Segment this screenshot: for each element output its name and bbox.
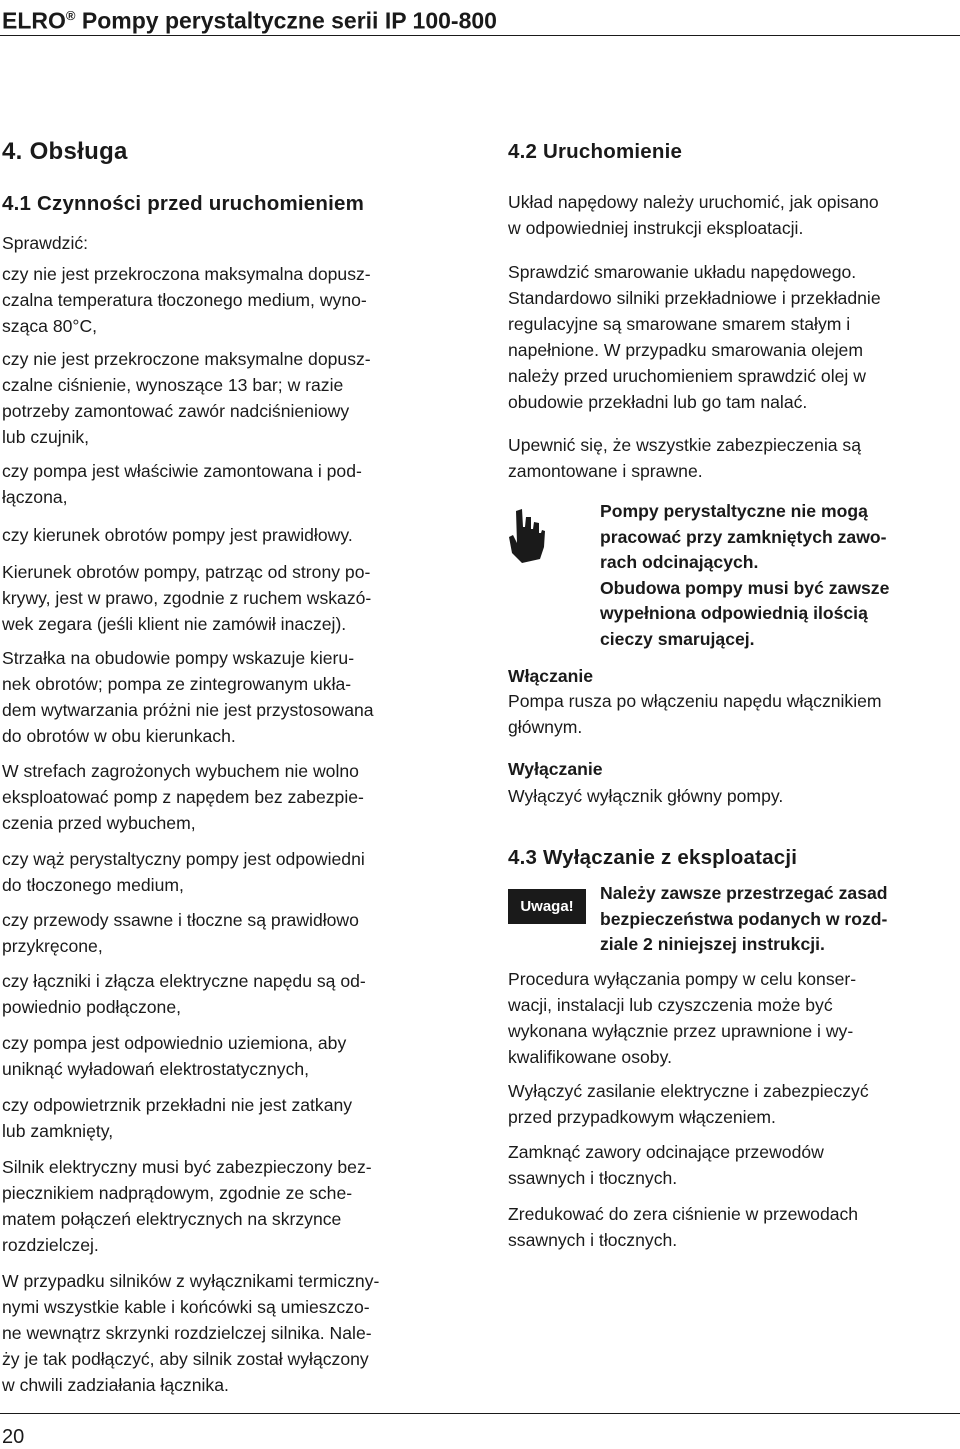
paragraph: czy pompa jest właściwie zamontowana i pod- łączona,: [2, 461, 362, 507]
paragraph: czy łączniki i złącza elektryczne napędu są od- powiednio podłączone,: [2, 971, 366, 1017]
paragraph: W przypadku silników z wyłącznikami termiczny- nymi wszystkie kable i końcówki są umieszczo- ne wewnątrz skrzynki rozdzielczej silnika. Nale- ży je tak podłączyć, aby silnik został wyłączony w chwili zadziałania łącznika.: [2, 1271, 380, 1395]
paragraph: Silnik elektryczny musi być zabezpieczony bez- piecznikiem nadprądowym, zgodnie ze sche- matem połączeń elektrycznych na skrzynce rozdzielczej.: [2, 1157, 372, 1255]
switch-on-text: Pompa rusza po włączeniu napędu włącznikiem głównym.: [508, 691, 882, 737]
paragraph: czy wąż perystaltyczny pompy jest odpowiedni do tłoczonego medium,: [2, 849, 365, 895]
footer-divider: [0, 1413, 960, 1414]
paragraph: Wyłączyć zasilanie elektryczne i zabezpieczyć przed przypadkowym włączeniem.: [508, 1081, 869, 1127]
switch-on-heading: Włączanie: [508, 666, 594, 686]
paragraph: czy pompa jest odpowiednio uziemiona, aby uniknąć wyładowań elektrostatycznych,: [2, 1033, 347, 1079]
header-subtitle: Pompy perystaltyczne serii IP 100-800: [75, 7, 497, 34]
brand-name: ELRO: [2, 7, 66, 34]
paragraph: czy przewody ssawne i tłoczne są prawidłowo przykręcone,: [2, 910, 359, 956]
paragraph: czy nie jest przekroczone maksymalne dopusz- czalne ciśnienie, wynoszące 13 bar; w razie potrzeby zamontować zawór nadciśnieniowy lub czujnik,: [2, 349, 371, 447]
registered-mark: ®: [65, 8, 76, 23]
paragraph: Upewnić się, że wszystkie zabezpieczenia są zamontowane i sprawne.: [508, 435, 862, 481]
paragraph: Układ napędowy należy uruchomić, jak opisano w odpowiedniej instrukcji eksploatacji.: [508, 192, 879, 238]
paragraph: czy odpowietrznik przekładni nie jest zatkany lub zamknięty,: [2, 1095, 353, 1141]
section-4-1-heading: 4.1 Czynności przed uruchomieniem: [2, 192, 365, 215]
paragraph: W strefach zagrożonych wybuchem nie wolno eksploatować pomp z napędem bez zabezpie- czenia przed wybuchem,: [2, 761, 364, 833]
warning-text: Należy zawsze przestrzegać zasad bezpieczeństwa podanych w rozd- ziale 2 niniejszej instrukcji.: [600, 883, 888, 954]
paragraph: Sprawdzić smarowanie układu napędowego. Standardowo silniki przekładniowe i przekładnie regulacyjne są smarowane smarem stałym i napełnione. W przypadku smarowania olejem należy przed uruchomieniem sprawdzić olej w obudowie przekładni lub go tam nalać.: [508, 262, 881, 412]
hand-note-text: Pompy perystaltyczne nie mogą pracować przy zamkniętych zawo- rach odcinających. Obudowa pompy musi być zawsze wypełniona odpowiednią ilością cieczy smarującej.: [600, 501, 890, 649]
paragraph: czy nie jest przekroczona maksymalna dopusz- czalna temperatura tłoczonego medium, wyno- sząca 80°C,: [2, 264, 371, 336]
paragraph: czy kierunek obrotów pompy jest prawidłowy.: [2, 525, 353, 545]
paragraph: Zredukować do zera ciśnienie w przewodach ssawnych i tłocznych.: [508, 1204, 859, 1250]
hand-pointing-icon: [508, 503, 546, 565]
paragraph: Procedura wyłączania pompy w celu konser- wacji, instalacji lub czyszczenia może być wykonana wyłącznie przez uprawnione i wy- kwalifikowane osoby.: [508, 969, 857, 1067]
check-label: Sprawdzić:: [2, 233, 89, 253]
section-4-3-heading: 4.3 Wyłączanie z eksploatacji: [508, 846, 798, 869]
switch-off-heading: Wyłączanie: [508, 759, 603, 779]
page-number: 20: [2, 1426, 25, 1448]
paragraph: Strzałka na obudowie pompy wskazuje kieru- nek obrotów; pompa ze zintegrowanym ukła- dem wytwarzania próżni nie jest przystosowana do obrotów w obu kierunkach.: [2, 648, 374, 746]
switch-off-text: Wyłączyć wyłącznik główny pompy.: [508, 786, 784, 806]
warning-badge: Uwaga!: [508, 889, 586, 924]
paragraph: Zamknąć zawory odcinające przewodów ssawnych i tłocznych.: [508, 1142, 824, 1188]
chapter-heading: 4. Obsługa: [2, 138, 128, 165]
header-divider: [0, 35, 960, 36]
section-4-2-heading: 4.2 Uruchomienie: [508, 140, 683, 163]
paragraph: Kierunek obrotów pompy, patrząc od strony po- krywy, jest w prawo, zgodnie z ruchem wskazó- wek zegara (jeśli klient nie zamówił inaczej).: [2, 562, 372, 634]
page-header-title: [2, 2, 497, 35]
